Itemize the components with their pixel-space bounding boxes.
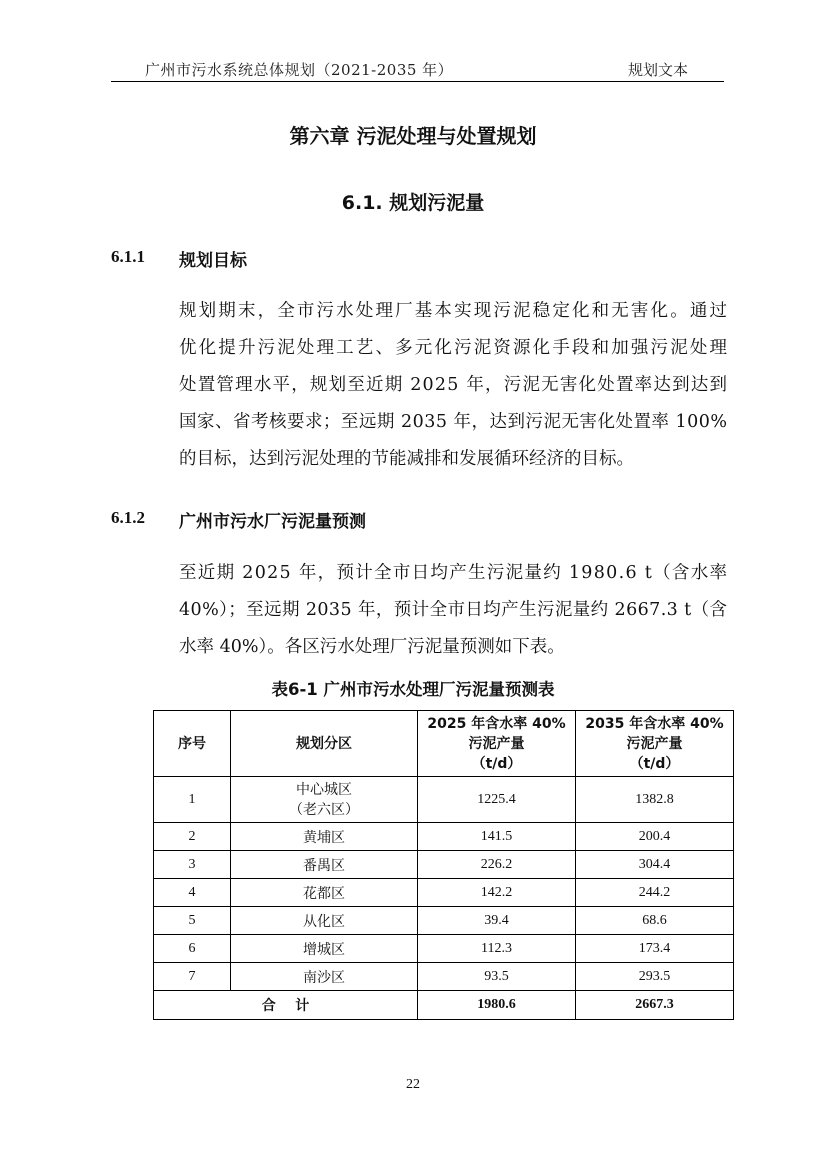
cell-seq: 1: [154, 777, 231, 823]
cell-2035: 244.2: [576, 879, 734, 907]
paragraph-line: 国家、省考核要求；至远期 2035 年，达到污泥无害化处置率 100%: [179, 412, 728, 432]
table-row: [154, 935, 734, 963]
cell-seq: 5: [154, 907, 231, 935]
total-2035: 2667.3: [576, 991, 734, 1020]
cell-district: 增城区: [231, 935, 418, 963]
cell-district: 从化区: [231, 907, 418, 935]
paragraph-line: 优化提升污泥处理工艺、多元化污泥资源化手段和加强污泥处理: [179, 338, 730, 358]
paragraph-sludge-forecast: [179, 555, 727, 666]
paragraph-line: 40%）；至远期 2035 年，预计全市日均产生污泥量约 2667.3 t（含: [179, 600, 728, 620]
header-doc-title: 广州市污水系统总体规划（2021-2035 年）: [145, 61, 454, 79]
cell-2025: 141.5: [418, 823, 576, 851]
cell-seq: 2: [154, 823, 231, 851]
cell-seq: 6: [154, 935, 231, 963]
cell-2035: 68.6: [576, 907, 734, 935]
total-2025: 1980.6: [418, 991, 576, 1020]
table-row: [154, 963, 734, 991]
cell-2025: 142.2: [418, 879, 576, 907]
section-title: 6.1. 规划污泥量: [341, 192, 485, 214]
table-total-row: [154, 991, 734, 1020]
subsection-title: 规划目标: [179, 251, 247, 271]
table-row: [154, 823, 734, 851]
cell-2035: 200.4: [576, 823, 734, 851]
paragraph-line: 处置管理水平，规划至近期 2025 年，污泥无害化处置率达到达到: [179, 375, 729, 395]
cell-district: 中心城区 （老六区）: [231, 777, 418, 823]
page-number: 22: [406, 1077, 420, 1092]
cell-2025: 226.2: [418, 851, 576, 879]
table-row: [154, 907, 734, 935]
cell-seq: 7: [154, 963, 231, 991]
subsection-number: 6.1.1: [111, 247, 145, 266]
table-row: [154, 851, 734, 879]
header-divider: [111, 81, 724, 82]
header-2035: 2035 年含水率 40% 污泥产量 （t/d）: [576, 711, 734, 777]
paragraph-planning-goal: [179, 293, 730, 478]
paragraph-line: 规划期末，全市污水处理厂基本实现污泥稳定化和无害化。通过: [179, 301, 730, 321]
table-header-row: [154, 711, 734, 777]
subsection-number: 6.1.2: [111, 508, 145, 527]
cell-2035: 173.4: [576, 935, 734, 963]
header-seq: 序号: [154, 711, 231, 777]
subsection-title: 广州市污水厂污泥量预测: [179, 512, 366, 532]
cell-2035: 293.5: [576, 963, 734, 991]
cell-2025: 39.4: [418, 907, 576, 935]
cell-2035: 304.4: [576, 851, 734, 879]
table-row: [154, 777, 734, 823]
sludge-forecast-table: [153, 710, 734, 1020]
total-label: 合 计: [154, 991, 418, 1020]
chapter-title: 第六章 污泥处理与处置规划: [289, 124, 537, 148]
header-doc-type: 规划文本: [628, 61, 689, 79]
cell-2025: 1225.4: [418, 777, 576, 823]
header-district: 规划分区: [231, 711, 418, 777]
cell-2025: 112.3: [418, 935, 576, 963]
cell-2035: 1382.8: [576, 777, 734, 823]
cell-district: 番禺区: [231, 851, 418, 879]
cell-district: 花都区: [231, 879, 418, 907]
cell-district: 黄埔区: [231, 823, 418, 851]
cell-2025: 93.5: [418, 963, 576, 991]
header-2025: 2025 年含水率 40% 污泥产量 （t/d）: [418, 711, 576, 777]
paragraph-line: 水率 40%）。各区污水处理厂污泥量预测如下表。: [179, 637, 565, 657]
table-row: [154, 879, 734, 907]
paragraph-line: 至近期 2025 年，预计全市日均产生污泥量约 1980.6 t（含水率: [179, 563, 729, 583]
cell-seq: 4: [154, 879, 231, 907]
cell-district: 南沙区: [231, 963, 418, 991]
paragraph-line: 的目标，达到污泥处理的节能减排和发展循环经济的目标。: [179, 449, 634, 469]
table-caption: 表6-1 广州市污水处理厂污泥量预测表: [271, 680, 555, 699]
cell-seq: 3: [154, 851, 231, 879]
